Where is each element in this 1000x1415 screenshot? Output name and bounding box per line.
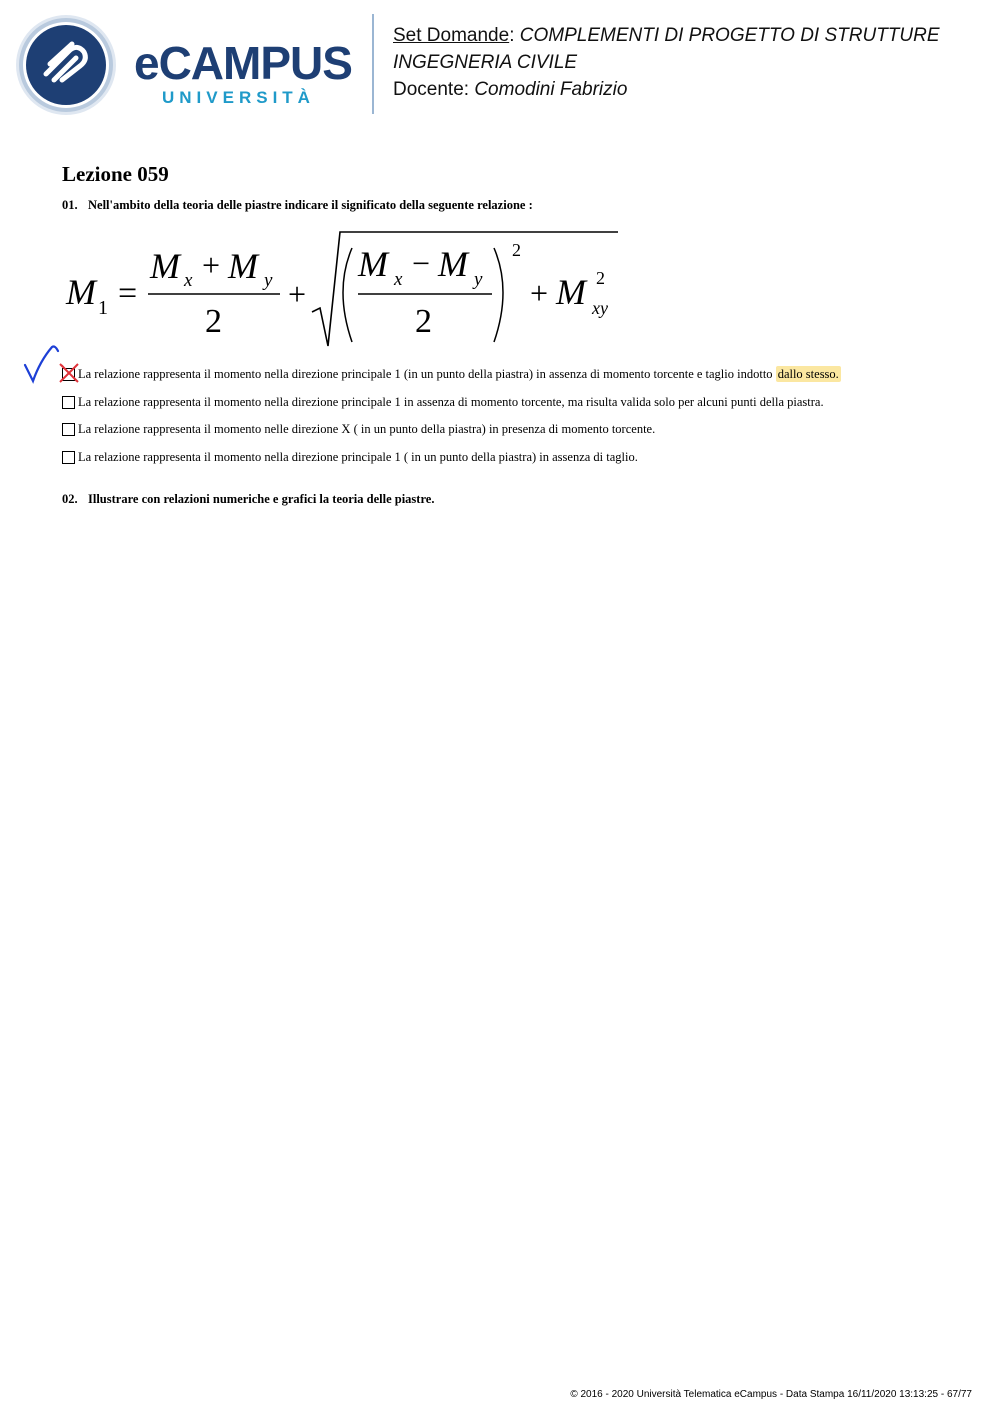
formula-plus: + bbox=[202, 247, 221, 283]
formula-image bbox=[62, 228, 622, 350]
formula-last-exp: 2 bbox=[596, 268, 605, 288]
formula-exp: 2 bbox=[512, 240, 521, 260]
page-footer: © 2016 - 2020 Università Telematica eCampus - Data Stampa 16/11/2020 13:13:25 - 67/77 bbox=[570, 1389, 972, 1400]
brand-subtitle: UNIVERSITÀ bbox=[162, 88, 315, 107]
answer-option-1[interactable] bbox=[62, 366, 841, 382]
formula-num2-a: M bbox=[358, 244, 388, 284]
formula-lhs: M bbox=[66, 272, 96, 312]
formula-num1-b: M bbox=[228, 246, 258, 286]
formula-num2-b-sub: y bbox=[474, 269, 483, 290]
blue-check-mark-icon bbox=[22, 343, 62, 385]
option-text: La relazione rappresenta il momento nella direzione principale 1 (in un punto della piastra) in assenza di momento torcente e taglio indotto bbox=[78, 367, 773, 381]
formula-num2-b: M bbox=[438, 244, 468, 284]
formula-equals: = bbox=[118, 275, 138, 312]
checkbox[interactable] bbox=[62, 451, 75, 464]
question-1 bbox=[62, 198, 533, 213]
formula-plus3: + bbox=[530, 275, 549, 311]
question-number: 02. bbox=[62, 492, 78, 506]
formula-num2-a-sub: x bbox=[394, 269, 403, 290]
header-info bbox=[393, 22, 940, 103]
option-text: La relazione rappresenta il momento nelle direzione X ( in un punto della piastra) in presenza di momento torcente. bbox=[78, 422, 656, 436]
course-program: INGEGNERIA CIVILE bbox=[393, 52, 578, 73]
formula-last-sub: xy bbox=[592, 298, 608, 318]
answer-option-3[interactable] bbox=[62, 421, 655, 437]
paren-left bbox=[343, 248, 352, 342]
header-divider bbox=[372, 14, 374, 114]
formula-minus: − bbox=[412, 245, 431, 281]
course-title: COMPLEMENTI DI PROGETTO DI STRUTTURE bbox=[519, 25, 940, 46]
lesson-title: Lezione 059 bbox=[62, 162, 169, 186]
teacher-label: Docente: bbox=[393, 79, 470, 100]
teacher-name: Comodini Fabrizio bbox=[474, 79, 628, 100]
formula-lhs-sub: 1 bbox=[98, 297, 108, 319]
formula-num1-a: M bbox=[150, 246, 180, 286]
checkbox[interactable] bbox=[62, 423, 75, 436]
set-label: Set Domande bbox=[393, 25, 510, 46]
checkbox[interactable] bbox=[62, 396, 75, 409]
option-text: La relazione rappresenta il momento nella direzione principale 1 in assenza di momento torcente, ma risulta valida solo per alcuni punti della piastra. bbox=[78, 395, 824, 409]
formula-den1: 2 bbox=[205, 303, 222, 340]
formula-last: M bbox=[556, 272, 586, 312]
question-text: Illustrare con relazioni numeriche e grafici la teoria delle piastre. bbox=[88, 492, 435, 506]
formula-num1-b-sub: y bbox=[264, 270, 273, 291]
set-colon: : bbox=[509, 25, 515, 46]
highlighted-text: dallo stesso. bbox=[777, 367, 839, 381]
brand-name: eCAMPUS bbox=[134, 37, 352, 89]
formula-num1-a-sub: x bbox=[184, 270, 193, 291]
paren-right bbox=[494, 248, 503, 342]
formula-den2: 2 bbox=[415, 303, 432, 340]
question-2 bbox=[62, 492, 434, 507]
question-number: 01. bbox=[62, 198, 78, 212]
answer-option-2[interactable] bbox=[62, 394, 824, 410]
option-text: La relazione rappresenta il momento nella direzione principale 1 ( in un punto della piastra) in assenza di taglio. bbox=[78, 450, 638, 464]
formula-plus2: + bbox=[288, 276, 307, 312]
answer-option-4[interactable] bbox=[62, 449, 638, 465]
question-text: Nell'ambito della teoria delle piastre indicare il significato della seguente relazione : bbox=[88, 198, 533, 212]
